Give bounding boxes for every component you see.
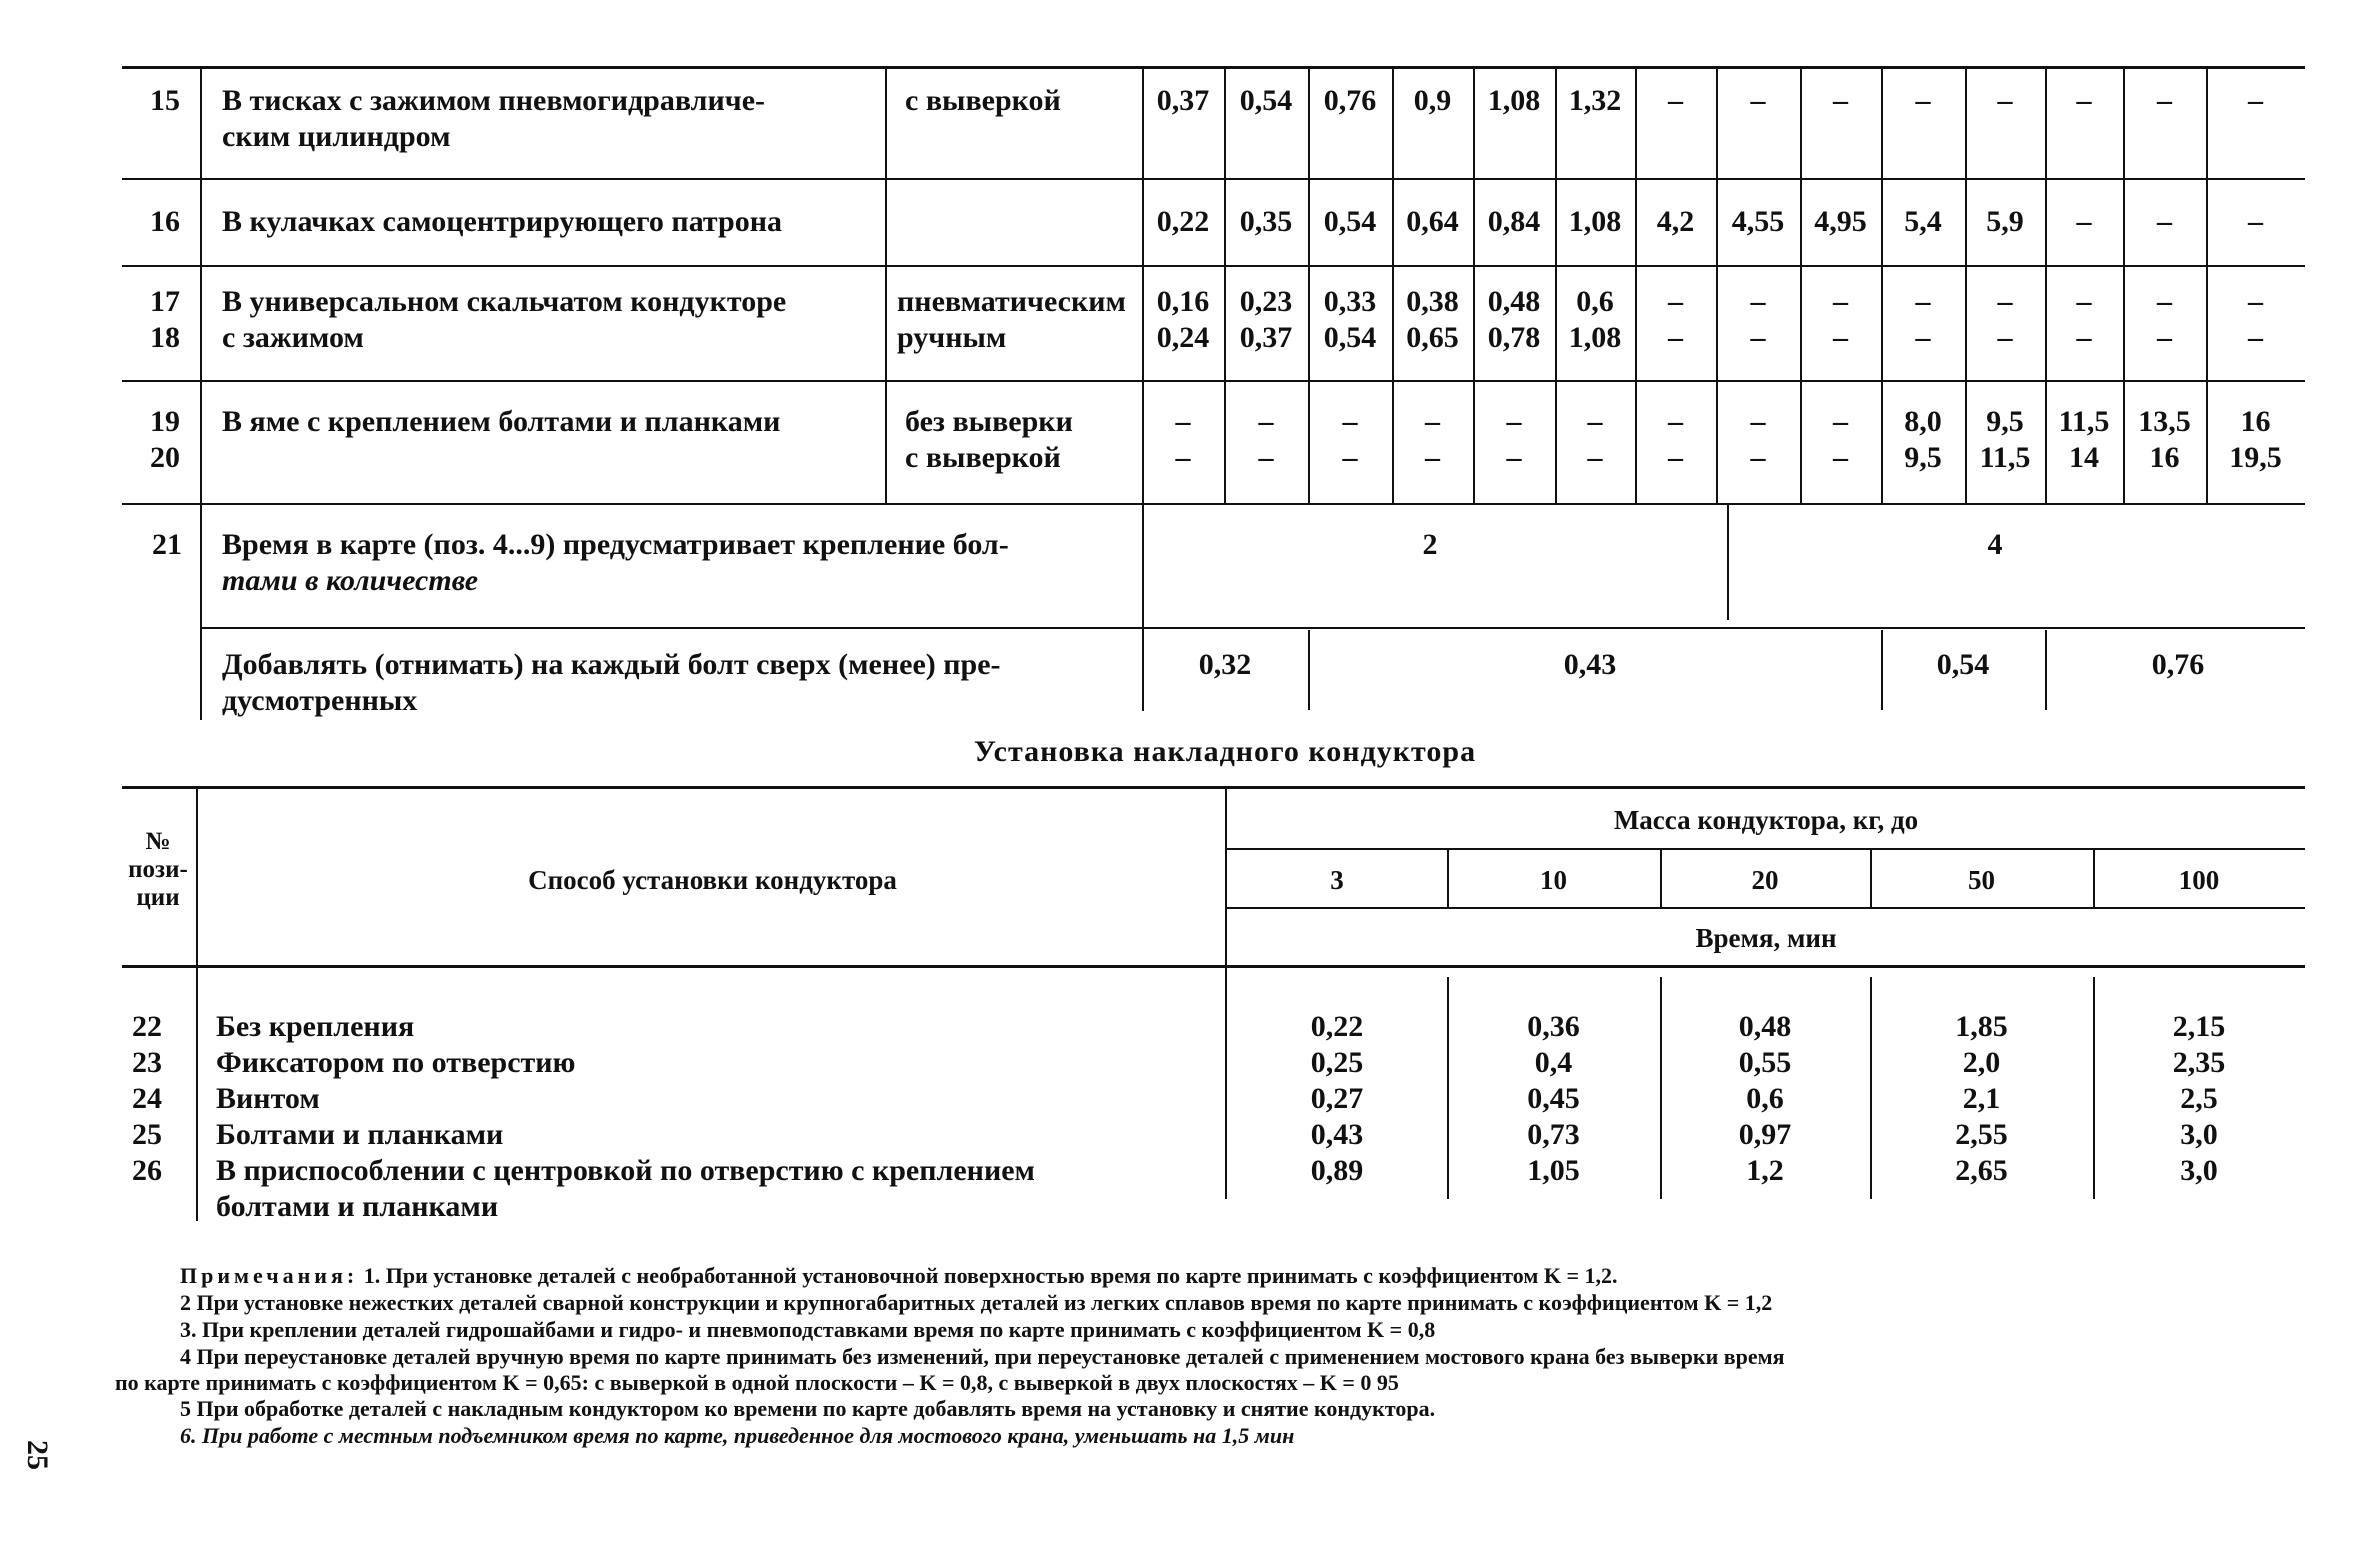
time-value: – [1915,84,1931,117]
time-value: – [1668,84,1683,117]
mass-value: 50 [1968,865,1995,895]
time-value: – [1833,441,1848,474]
bolt-count: 4 [1987,528,2003,561]
time-value: – [1425,441,1440,474]
time-value: – [1750,405,1766,438]
add-value: 0,76 [2151,648,2205,681]
mass-value: 10 [1540,865,1567,895]
mass-value: 3 [1330,865,1344,895]
time-value: 0,65 [1406,321,1459,354]
time-value: 16 [2149,441,2180,474]
col-num-header: пози- [128,856,188,883]
jig-time-value: 0,45 [1527,1082,1580,1115]
jig-time-value: 2,35 [2172,1046,2226,1079]
col-num-header: ции [136,884,180,911]
row-description: Время в карте (поз. 4...9) предусматривает крепление бол- [222,528,1009,561]
time-value: 0,38 [1406,285,1459,318]
jig-time-value: 0,73 [1527,1118,1580,1151]
time-header: Время, мин [1695,923,1837,953]
jig-time-value: 0,48 [1738,1010,1792,1043]
jig-time-value: 0,22 [1310,1010,1364,1043]
row-divider [122,503,2305,505]
jig-time-value: 0,43 [1310,1118,1364,1151]
jig-num-rule [196,789,198,1221]
jig-time-value: 1,2 [1746,1154,1784,1187]
time-value: – [2157,205,2172,238]
jig-time-value: 0,36 [1527,1010,1580,1043]
time-value: – [2248,84,2263,117]
note [180,1264,1618,1288]
col-num-header: № [145,828,171,855]
jig-time-value: 2,65 [1955,1154,2008,1187]
time-value: – [1425,405,1440,438]
time-value: 0,16 [1156,285,1210,318]
time-value: 0,24 [1156,321,1210,354]
row-method: без выверки [905,405,1073,438]
jig-time-value: 2,5 [2180,1082,2218,1115]
time-value: – [1915,285,1931,318]
time-value: – [2076,285,2092,318]
row-divider [122,178,2305,180]
time-value: – [1833,321,1848,354]
time-value: – [2248,285,2263,318]
time-value: 0,64 [1406,205,1459,238]
jig-header-rule [122,965,2305,968]
time-value: 0,37 [1156,84,1210,117]
mass-value: 100 [2178,865,2220,895]
time-value: – [1750,321,1766,354]
row-number: 20 [150,441,180,474]
time-value: 16 [2240,405,2271,438]
time-value: 0,84 [1487,205,1541,238]
add-value: 0,32 [1198,648,1252,681]
time-value: 1,08 [1568,321,1622,354]
time-value: 0,54 [1323,205,1377,238]
time-value: 14 [2069,441,2099,474]
row-description: В яме с креплением болтами и планками [222,405,781,438]
row-number: 15 [150,84,180,117]
time-value: 0,23 [1239,285,1293,318]
notes-label: Примечания: [180,1263,359,1288]
row-number: 21 [152,528,182,561]
jig-method: Фиксатором по отверстию [216,1046,576,1079]
jig-time-value: 1,85 [1955,1010,2008,1043]
time-value: 5,4 [1904,205,1942,238]
time-value: 4,95 [1814,205,1867,238]
time-value: – [1668,285,1683,318]
time-value: – [1587,441,1603,474]
time-value: – [1750,84,1766,117]
row-description: ским цилиндром [222,120,451,153]
row-method: с выверкой [905,441,1061,474]
jig-row-number: 24 [132,1082,162,1115]
time-value: – [1258,441,1274,474]
time-value: 0,78 [1487,321,1541,354]
jig-time-value: 0,6 [1746,1082,1784,1115]
row-description: В кулачках самоцентрирующего патрона [222,205,782,238]
time-value: – [2157,84,2172,117]
row-description: тами в количестве [222,564,479,597]
jig-method: Без крепления [216,1010,415,1043]
jig-time-value: 0,89 [1310,1154,1364,1187]
time-value: – [1175,441,1191,474]
time-header-rule [1227,907,2305,909]
jig-time-value: 0,55 [1738,1046,1792,1079]
row-divider [122,380,2305,382]
time-value: 0,6 [1576,285,1614,318]
time-value: 1,32 [1568,84,1622,117]
time-value: 0,54 [1239,84,1293,117]
row21-mid-rule [1727,505,1729,620]
time-value: – [2076,321,2092,354]
time-value: 9,5 [1986,405,2024,438]
row-number: 19 [150,405,180,438]
add-value: 0,43 [1563,648,1617,681]
note-4: 4 При переустановке деталей вручную время по карте принимать без изменений, при переустановке деталей с применением мостового крана без выверки время [180,1344,1785,1369]
jig-time-value: 3,0 [2180,1118,2218,1151]
jig-top-rule [122,786,2305,789]
time-value: – [2157,285,2172,318]
top-rule [122,66,2305,69]
time-value: – [1750,441,1766,474]
note-6: 6. При работе с местным подъемником время по карте, приведенное для мостового крана, уменьшать на 1,5 мин [180,1423,1295,1448]
num-col-rule [200,66,202,720]
time-value: 5,9 [1986,205,2024,238]
values-col-rule [1142,66,1144,711]
note-5: 5 При обработке деталей с накладным кондуктором ко времени по карте добавлять время на установку и снятие кондуктора. [180,1396,1436,1421]
jig-time-value: 0,97 [1738,1118,1792,1151]
jig-time-value: 2,0 [1962,1046,2001,1079]
jig-row-number: 22 [132,1010,162,1043]
row-description: с зажимом [222,321,364,354]
time-value: 0,9 [1413,84,1452,117]
time-value: – [1668,321,1683,354]
time-value: 9,5 [1904,441,1942,474]
time-value: – [1175,405,1191,438]
row-description: Добавлять (отнимать) на каждый болт сверх (менее) пре- [222,648,1001,681]
method-col-rule [885,66,887,503]
time-value: 0,22 [1156,205,1210,238]
time-value: 13,5 [2138,405,2191,438]
time-value: – [1668,441,1683,474]
row-method: пневматическим [897,285,1126,318]
row-method: с выверкой [905,84,1061,117]
time-value: – [1258,405,1274,438]
time-value: 0,54 [1323,321,1377,354]
time-value: – [2157,321,2172,354]
time-value: 0,48 [1487,285,1541,318]
time-value: – [1506,441,1522,474]
time-value: – [1833,405,1848,438]
time-value: – [2248,321,2263,354]
add-rule [1881,630,1883,710]
jig-method: болтами и планками [216,1190,499,1223]
jig-time-value: 3,0 [2180,1154,2218,1187]
row-description: дусмотренных [222,684,418,717]
time-value: – [1750,285,1766,318]
add-rule [2045,630,2047,710]
jig-row-number: 23 [132,1046,162,1079]
time-value: – [2076,205,2092,238]
row-divider [122,265,2305,267]
jig-time-value: 2,1 [1962,1082,2001,1115]
time-value: 19,5 [2229,441,2282,474]
time-value: 0,37 [1239,321,1293,354]
bolt-count: 2 [1422,528,1438,561]
time-value: 1,08 [1487,84,1541,117]
time-value: – [1506,405,1522,438]
row-description: В тисках с зажимом пневмогидравличе- [222,84,766,117]
time-value: – [2076,84,2092,117]
jig-method: Болтами и планками [216,1118,504,1151]
jig-time-value: 0,27 [1310,1082,1364,1115]
time-value: – [1342,441,1358,474]
mass-header: Масса кондуктора, кг, до [1613,805,1919,835]
time-value: 11,5 [1979,441,2031,474]
jig-time-value: 0,4 [1534,1046,1573,1079]
add-value: 0,54 [1936,648,1990,681]
time-value: 0,76 [1323,84,1377,117]
note-1: 1. При установке деталей с необработанной установочной поверхностью время по карте принимать с коэффициентом K = 1,2. [363,1263,1618,1288]
row-method: ручным [897,321,1007,354]
note-3: 3. При креплении деталей гидрошайбами и гидро- и пневмоподставками время по карте принимать с коэффициентом K = 0,8 [180,1317,1436,1342]
time-value: – [2248,205,2263,238]
time-value: – [1997,84,2013,117]
time-value: – [1833,285,1848,318]
time-value: – [1833,84,1848,117]
row-description: В универсальном скальчатом кондукторе [222,285,787,318]
jig-time-value: 0,25 [1310,1046,1364,1079]
add-rule [1308,630,1310,710]
row-number: 16 [150,205,180,238]
time-value: 1,08 [1568,205,1622,238]
time-value: 11,5 [2058,405,2110,438]
jig-method: В приспособлении с центровкой по отверстию с креплением [216,1154,1035,1187]
mass-header-rule [1227,848,2305,850]
time-value: – [1587,405,1603,438]
mass-value: 20 [1751,865,1779,895]
jig-row-number: 26 [132,1154,162,1187]
time-value: 4,2 [1656,205,1695,238]
row-number: 18 [150,321,180,354]
time-value: 4,55 [1731,205,1785,238]
time-value: – [1668,405,1683,438]
time-value: 8,0 [1904,405,1942,438]
note-2: 2 При установке нежестких деталей сварной конструкции и крупногабаритных деталей из легких сплавов время по карте принимать с коэффициентом K = 1,2 [180,1290,1773,1315]
time-value: – [1997,321,2013,354]
section-title: Установка накладного кондуктора [973,735,1477,768]
row-divider [200,627,2305,629]
col-method-header: Способ установки кондуктора [528,865,897,895]
jig-time-value: 1,05 [1527,1154,1580,1187]
time-value: 0,33 [1323,285,1377,318]
time-value: 0,35 [1239,205,1293,238]
jig-time-value: 2,55 [1955,1118,2008,1151]
row-number: 17 [150,285,180,318]
jig-method: Винтом [216,1082,320,1115]
time-value: – [1342,405,1358,438]
page-number: 25 [21,1440,54,1470]
note-4-cont: по карте принимать с коэффициентом K = 0,65: с выверкой в одной плоскости – K = 0,8, с выверкой в двух плоскостях – K = 0 95 [115,1370,1399,1395]
jig-time-value: 2,15 [2172,1010,2226,1043]
time-value: – [1997,285,2013,318]
time-value: – [1915,321,1931,354]
jig-row-number: 25 [132,1118,162,1151]
